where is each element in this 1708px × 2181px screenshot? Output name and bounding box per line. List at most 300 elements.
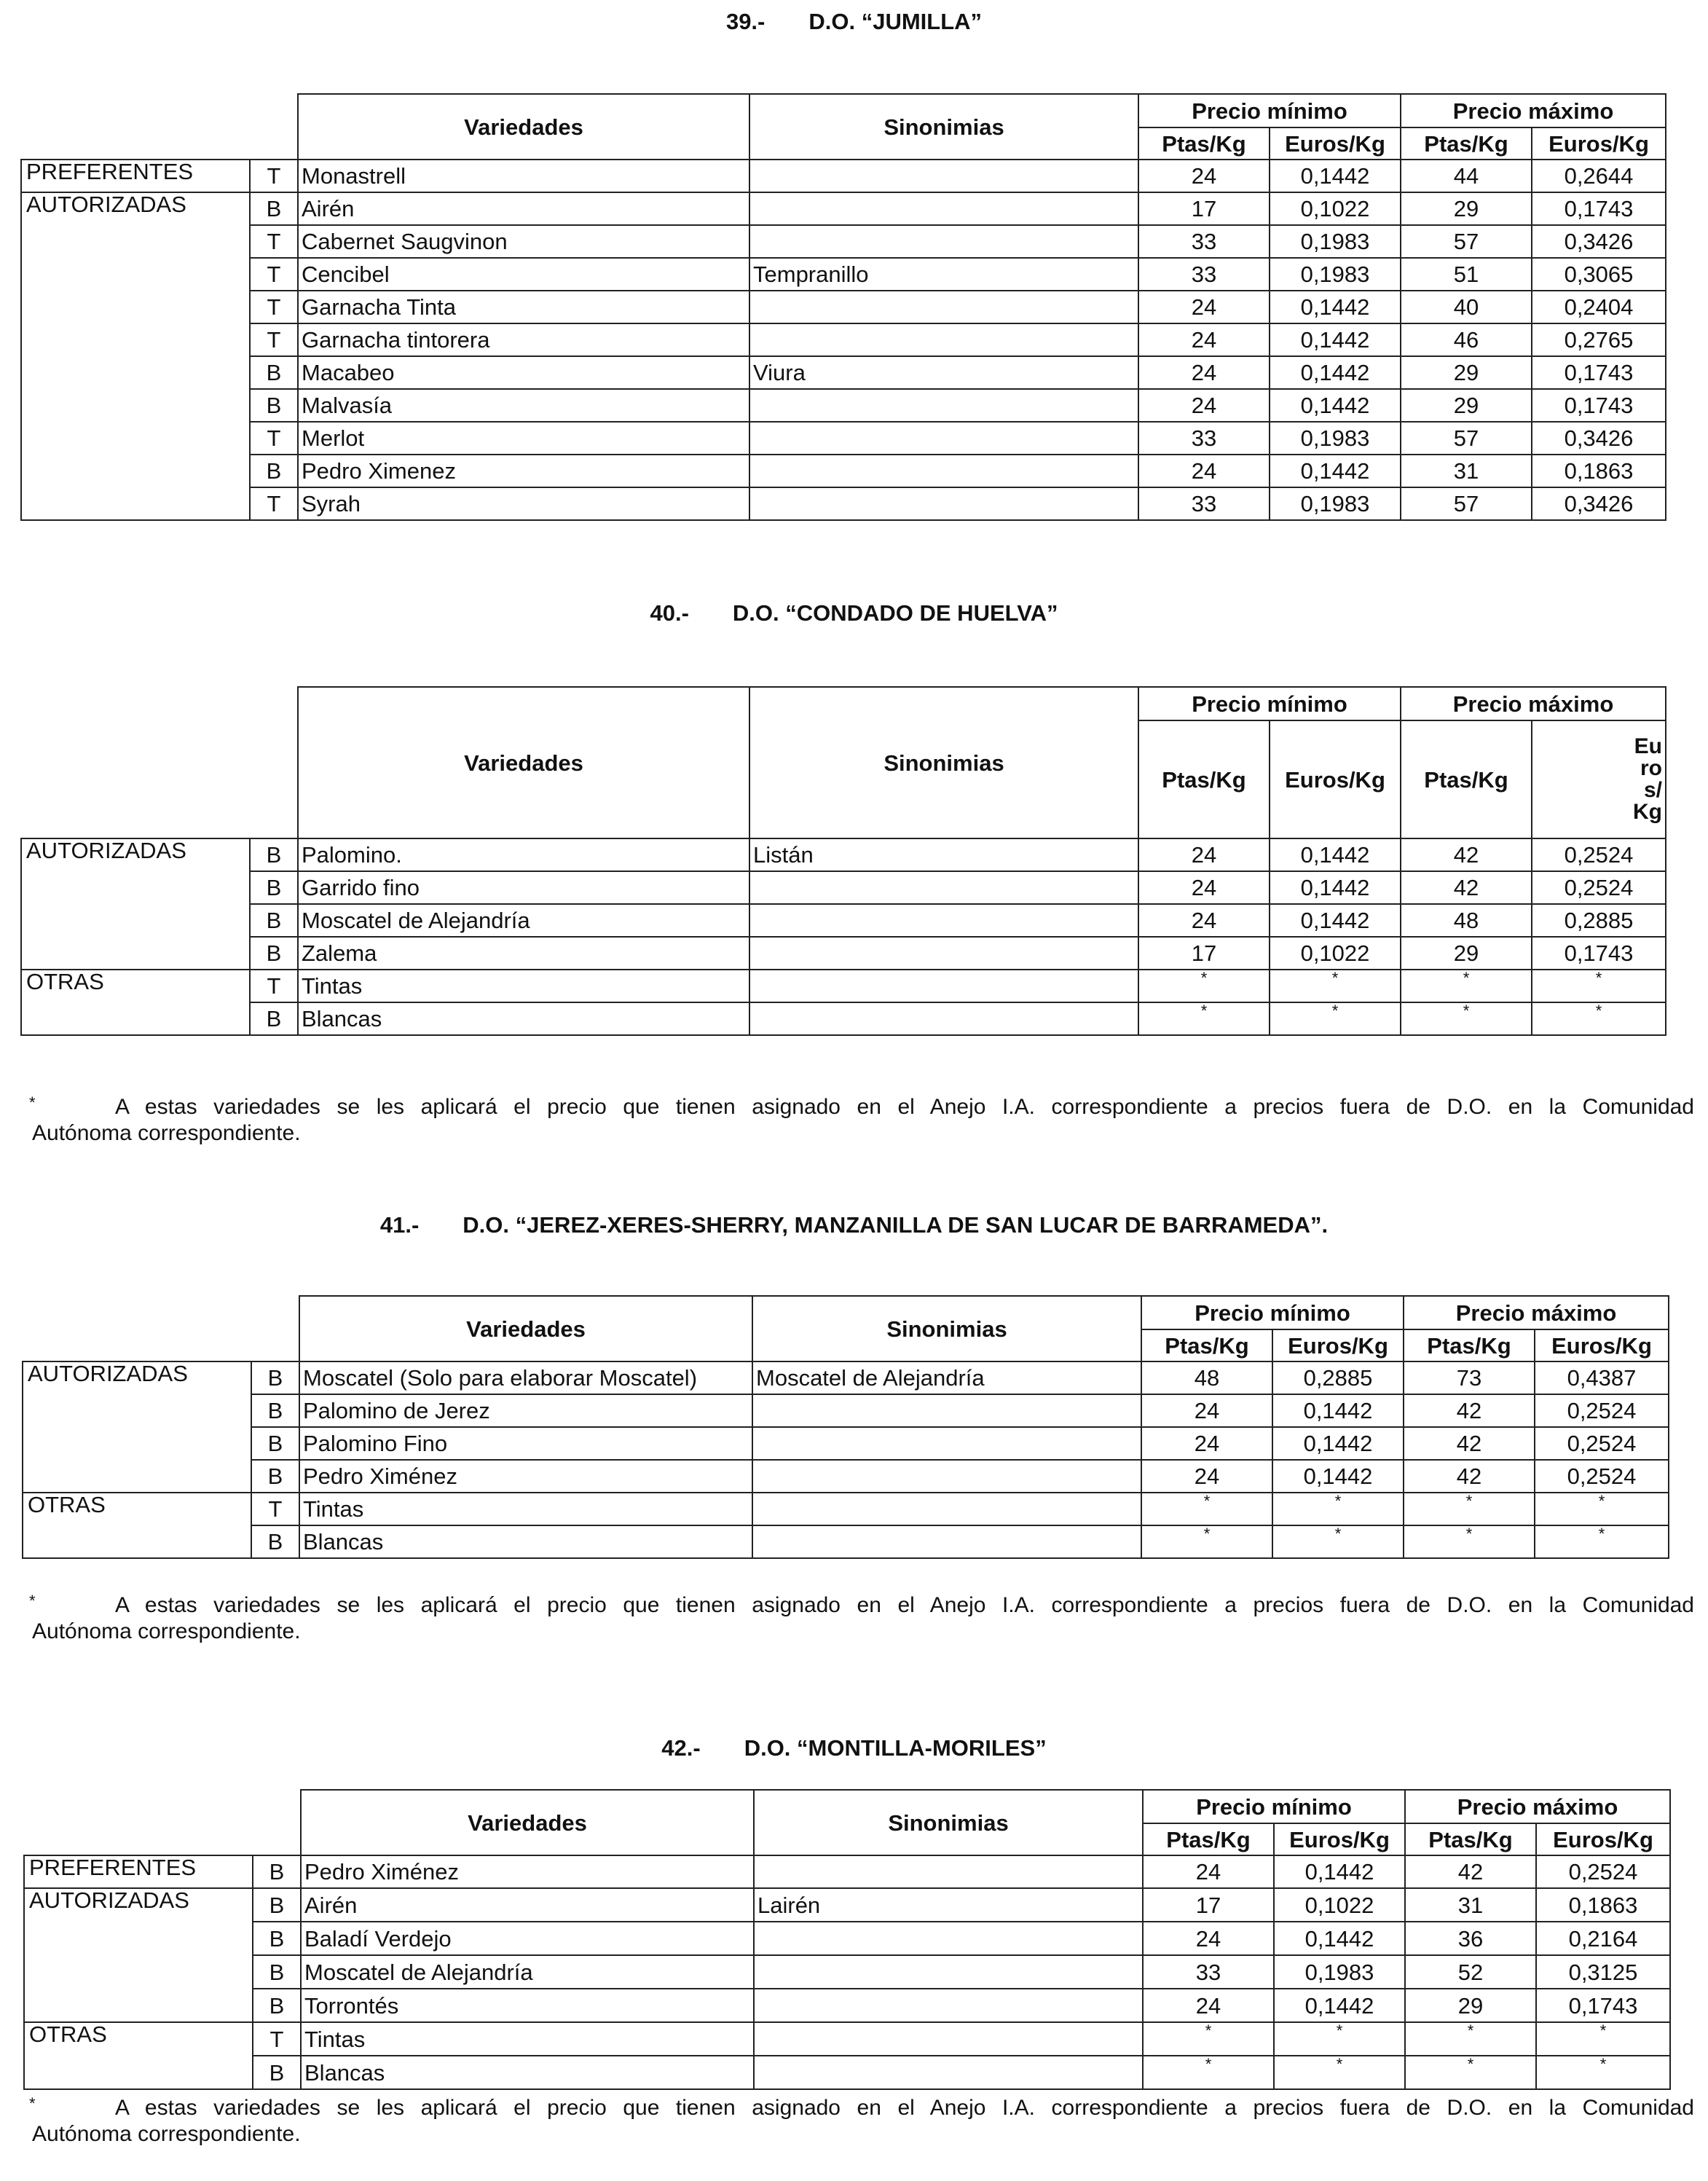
- variedad-cell: Palomino de Jerez: [299, 1394, 752, 1427]
- header-max-euros: Euros/Kg: [1532, 127, 1666, 160]
- table-row: [21, 225, 1666, 258]
- max-eur-cell: *: [1535, 1493, 1669, 1525]
- max-eur-cell: 0,1743: [1532, 192, 1666, 225]
- table-row: [21, 937, 1666, 970]
- max-ptas-cell: 48: [1401, 904, 1532, 937]
- min-eur-cell: 0,1442: [1272, 1427, 1404, 1460]
- max-ptas-cell: 42: [1405, 1855, 1536, 1888]
- sinonimia-cell: [752, 1394, 1141, 1427]
- min-ptas-cell: *: [1138, 1002, 1270, 1035]
- min-eur-cell: *: [1274, 2022, 1405, 2056]
- min-ptas-cell: *: [1143, 2022, 1274, 2056]
- variedad-cell: Moscatel (Solo para elaborar Moscatel): [299, 1361, 752, 1394]
- color-code: B: [253, 2056, 301, 2089]
- min-eur-cell: 0,1442: [1270, 356, 1401, 389]
- min-ptas-cell: 17: [1143, 1888, 1274, 1922]
- variedad-cell: Monastrell: [298, 160, 749, 192]
- section-40-table: [20, 686, 1666, 1036]
- sinonimia-cell: [754, 1989, 1143, 2022]
- min-eur-cell: *: [1272, 1525, 1404, 1558]
- wrapped-header-part: Kg: [1633, 800, 1662, 824]
- sinonimia-cell: Lairén: [754, 1888, 1143, 1922]
- min-ptas-cell: 33: [1143, 1955, 1274, 1989]
- color-code: T: [250, 422, 298, 455]
- header-sinonimias: Sinonimias: [749, 687, 1138, 838]
- table-row: [21, 487, 1666, 520]
- max-ptas-cell: 42: [1404, 1427, 1535, 1460]
- section-number: 40.-: [650, 600, 689, 626]
- max-ptas-cell: *: [1401, 1002, 1532, 1035]
- color-code: B: [251, 1394, 299, 1427]
- group-label: AUTORIZADAS: [21, 838, 250, 970]
- table-row: [23, 1361, 1669, 1394]
- max-ptas-cell: 42: [1401, 838, 1532, 871]
- table-row: [21, 455, 1666, 487]
- color-code: B: [253, 1888, 301, 1922]
- sinonimia-cell: [749, 904, 1138, 937]
- header-min-ptas: Ptas/Kg: [1143, 1823, 1274, 1855]
- table-row: [23, 1493, 1669, 1525]
- group-label: AUTORIZADAS: [23, 1361, 251, 1493]
- variedad-cell: Airén: [298, 192, 749, 225]
- sinonimia-cell: [754, 1855, 1143, 1888]
- color-code: T: [250, 160, 298, 192]
- table-row: [24, 1922, 1670, 1955]
- header-precio-minimo: Precio mínimo: [1143, 1790, 1405, 1823]
- header-precio-maximo: Precio máximo: [1405, 1790, 1670, 1823]
- min-ptas-cell: 24: [1138, 389, 1270, 422]
- section-39-table: [20, 93, 1666, 521]
- header-min-euros: Euros/Kg: [1270, 720, 1401, 838]
- section-41-title: [0, 1212, 1708, 1238]
- variedad-cell: Merlot: [298, 422, 749, 455]
- variedad-cell: Baladí Verdejo: [301, 1922, 754, 1955]
- header-precio-maximo: Precio máximo: [1401, 687, 1666, 720]
- table-row: [24, 1989, 1670, 2022]
- sinonimia-cell: [754, 2022, 1143, 2056]
- max-eur-cell: *: [1532, 970, 1666, 1002]
- footnote-line: A estas variedades se les aplicará el precio que tienen asignado en el Anejo I.A. correspondiente a precios fuera de D.O. en la Comunidad: [115, 2096, 1694, 2120]
- sinonimia-cell: Viura: [749, 356, 1138, 389]
- max-eur-cell: 0,1863: [1532, 455, 1666, 487]
- color-code: T: [250, 258, 298, 291]
- section-42-title: [0, 1735, 1708, 1761]
- section-heading: D.O. “JEREZ-XERES-SHERRY, MANZANILLA DE SAN LUCAR DE BARRAMEDA”.: [463, 1212, 1329, 1238]
- min-ptas-cell: *: [1138, 970, 1270, 1002]
- variedad-cell: Tintas: [299, 1493, 752, 1525]
- min-eur-cell: 0,1442: [1274, 1989, 1405, 2022]
- header-min-ptas: Ptas/Kg: [1138, 720, 1270, 838]
- header-sinonimias: Sinonimias: [752, 1296, 1141, 1361]
- max-ptas-cell: *: [1404, 1525, 1535, 1558]
- color-code: B: [251, 1460, 299, 1493]
- table-row: [24, 1855, 1670, 1888]
- header-variedades: Variedades: [298, 687, 749, 838]
- header-variedades: Variedades: [301, 1790, 754, 1855]
- max-eur-cell: *: [1535, 1525, 1669, 1558]
- sinonimia-cell: [749, 192, 1138, 225]
- min-eur-cell: 0,1442: [1272, 1394, 1404, 1427]
- min-eur-cell: 0,1442: [1274, 1922, 1405, 1955]
- variedad-cell: Tintas: [298, 970, 749, 1002]
- max-ptas-cell: 36: [1405, 1922, 1536, 1955]
- group-label: AUTORIZADAS: [21, 192, 250, 520]
- max-ptas-cell: 29: [1401, 192, 1532, 225]
- sinonimia-cell: [749, 871, 1138, 904]
- variedad-cell: Cencibel: [298, 258, 749, 291]
- min-eur-cell: 0,1022: [1274, 1888, 1405, 1922]
- table-row: [24, 2022, 1670, 2056]
- table-row: [21, 389, 1666, 422]
- header-sinonimias: Sinonimias: [749, 94, 1138, 160]
- min-ptas-cell: 24: [1138, 356, 1270, 389]
- sinonimia-cell: [749, 937, 1138, 970]
- group-label: PREFERENTES: [24, 1855, 253, 1888]
- color-code: B: [250, 838, 298, 871]
- color-code: B: [250, 871, 298, 904]
- sinonimia-cell: [749, 970, 1138, 1002]
- header-sinonimias: Sinonimias: [754, 1790, 1143, 1855]
- table-row: [21, 422, 1666, 455]
- max-eur-cell: 0,2644: [1532, 160, 1666, 192]
- header-max-ptas: Ptas/Kg: [1404, 1329, 1535, 1361]
- max-ptas-cell: 29: [1405, 1989, 1536, 2022]
- header-min-euros: Euros/Kg: [1270, 127, 1401, 160]
- variedad-cell: Cabernet Saugvinon: [298, 225, 749, 258]
- wrapped-header-part: ro: [1640, 756, 1662, 780]
- sinonimia-cell: Moscatel de Alejandría: [752, 1361, 1141, 1394]
- min-ptas-cell: 24: [1141, 1427, 1272, 1460]
- header-max-euros-wrapped: [1532, 720, 1666, 838]
- section-40-title: [0, 600, 1708, 626]
- header-max-euros: Euros/Kg: [1536, 1823, 1670, 1855]
- min-ptas-cell: 24: [1143, 1922, 1274, 1955]
- max-ptas-cell: 31: [1405, 1888, 1536, 1922]
- color-code: T: [251, 1493, 299, 1525]
- color-code: T: [250, 970, 298, 1002]
- color-code: B: [253, 1955, 301, 1989]
- max-ptas-cell: 51: [1401, 258, 1532, 291]
- header-precio-minimo: Precio mínimo: [1138, 94, 1401, 127]
- max-ptas-cell: 29: [1401, 389, 1532, 422]
- min-eur-cell: 0,1983: [1274, 1955, 1405, 1989]
- header-max-euros: Euros/Kg: [1535, 1329, 1669, 1361]
- header-variedades: Variedades: [298, 94, 749, 160]
- max-ptas-cell: 57: [1401, 487, 1532, 520]
- min-eur-cell: *: [1270, 970, 1401, 1002]
- min-eur-cell: 0,1983: [1270, 422, 1401, 455]
- table-row: [21, 904, 1666, 937]
- min-eur-cell: 0,1442: [1272, 1460, 1404, 1493]
- max-ptas-cell: *: [1405, 2022, 1536, 2056]
- color-code: T: [250, 323, 298, 356]
- max-ptas-cell: 42: [1404, 1394, 1535, 1427]
- variedad-cell: Tintas: [301, 2022, 754, 2056]
- sinonimia-cell: Listán: [749, 838, 1138, 871]
- section-42-footnote: [26, 2095, 1694, 2147]
- min-eur-cell: 0,2885: [1272, 1361, 1404, 1394]
- min-ptas-cell: 17: [1138, 937, 1270, 970]
- variedad-cell: Airén: [301, 1888, 754, 1922]
- header-precio-maximo: Precio máximo: [1401, 94, 1666, 127]
- sinonimia-cell: [749, 291, 1138, 323]
- sinonimia-cell: [749, 422, 1138, 455]
- color-code: B: [250, 1002, 298, 1035]
- variedad-cell: Pedro Ximenez: [298, 455, 749, 487]
- max-eur-cell: *: [1536, 2022, 1670, 2056]
- max-eur-cell: 0,1743: [1532, 389, 1666, 422]
- min-ptas-cell: 33: [1138, 422, 1270, 455]
- sinonimia-cell: [749, 160, 1138, 192]
- min-eur-cell: 0,1442: [1270, 455, 1401, 487]
- max-ptas-cell: 42: [1404, 1460, 1535, 1493]
- max-eur-cell: *: [1532, 1002, 1666, 1035]
- footnote-line: Autónoma correspondiente.: [32, 2122, 301, 2146]
- max-eur-cell: 0,2765: [1532, 323, 1666, 356]
- sinonimia-cell: [754, 2056, 1143, 2089]
- variedad-cell: Palomino.: [298, 838, 749, 871]
- max-ptas-cell: 44: [1401, 160, 1532, 192]
- max-eur-cell: 0,1743: [1532, 937, 1666, 970]
- variedad-cell: Syrah: [298, 487, 749, 520]
- table-row: [21, 160, 1666, 192]
- min-ptas-cell: 24: [1138, 323, 1270, 356]
- header-precio-minimo: Precio mínimo: [1141, 1296, 1404, 1329]
- color-code: B: [251, 1525, 299, 1558]
- table-row: [21, 970, 1666, 1002]
- min-ptas-cell: 24: [1138, 291, 1270, 323]
- variedad-cell: Garnacha Tinta: [298, 291, 749, 323]
- min-ptas-cell: 24: [1141, 1394, 1272, 1427]
- max-ptas-cell: 57: [1401, 422, 1532, 455]
- max-ptas-cell: 31: [1401, 455, 1532, 487]
- color-code: T: [253, 2022, 301, 2056]
- header-precio-maximo: Precio máximo: [1404, 1296, 1669, 1329]
- section-40-footnote: [26, 1094, 1694, 1147]
- table-row: [24, 2056, 1670, 2089]
- min-ptas-cell: 24: [1138, 871, 1270, 904]
- group-label: PREFERENTES: [21, 160, 250, 192]
- section-41-table: [22, 1295, 1669, 1559]
- table-row: [21, 1002, 1666, 1035]
- max-eur-cell: 0,3426: [1532, 422, 1666, 455]
- color-code: T: [250, 225, 298, 258]
- min-ptas-cell: 24: [1138, 455, 1270, 487]
- header-min-ptas: Ptas/Kg: [1138, 127, 1270, 160]
- variedad-cell: Pedro Ximénez: [299, 1460, 752, 1493]
- header-precio-minimo: Precio mínimo: [1138, 687, 1401, 720]
- variedad-cell: Garrido fino: [298, 871, 749, 904]
- min-eur-cell: *: [1274, 2056, 1405, 2089]
- max-eur-cell: 0,2164: [1536, 1922, 1670, 1955]
- footnote-line: A estas variedades se les aplicará el precio que tienen asignado en el Anejo I.A. correspondiente a precios fuera de D.O. en la Comunidad: [115, 1095, 1694, 1119]
- max-eur-cell: 0,3065: [1532, 258, 1666, 291]
- variedad-cell: Moscatel de Alejandría: [301, 1955, 754, 1989]
- group-label: OTRAS: [23, 1493, 251, 1558]
- footnote-asterisk: *: [29, 1592, 36, 1610]
- color-code: B: [250, 904, 298, 937]
- max-ptas-cell: 46: [1401, 323, 1532, 356]
- min-eur-cell: 0,1442: [1270, 904, 1401, 937]
- table-row: [21, 323, 1666, 356]
- color-code: B: [250, 356, 298, 389]
- max-ptas-cell: 52: [1405, 1955, 1536, 1989]
- min-ptas-cell: 48: [1141, 1361, 1272, 1394]
- section-number: 41.-: [379, 1212, 420, 1238]
- max-eur-cell: 0,1863: [1536, 1888, 1670, 1922]
- min-ptas-cell: 24: [1138, 160, 1270, 192]
- sinonimia-cell: [752, 1493, 1141, 1525]
- max-ptas-cell: 29: [1401, 356, 1532, 389]
- min-eur-cell: 0,1022: [1270, 937, 1401, 970]
- header-min-ptas: Ptas/Kg: [1141, 1329, 1272, 1361]
- section-number: 42.-: [661, 1735, 701, 1761]
- wrapped-header-part: Eu: [1634, 734, 1662, 758]
- sinonimia-cell: [754, 1922, 1143, 1955]
- group-label: OTRAS: [24, 2022, 253, 2089]
- max-eur-cell: 0,4387: [1535, 1361, 1669, 1394]
- group-label: AUTORIZADAS: [24, 1888, 253, 2022]
- sinonimia-cell: [752, 1525, 1141, 1558]
- max-eur-cell: 0,2524: [1535, 1460, 1669, 1493]
- min-eur-cell: 0,1442: [1270, 291, 1401, 323]
- min-eur-cell: *: [1270, 1002, 1401, 1035]
- group-label: OTRAS: [21, 970, 250, 1035]
- max-eur-cell: 0,2404: [1532, 291, 1666, 323]
- section-39-title: [0, 9, 1708, 35]
- header-variedades: Variedades: [299, 1296, 752, 1361]
- min-eur-cell: 0,1442: [1270, 160, 1401, 192]
- sinonimia-cell: Tempranillo: [749, 258, 1138, 291]
- color-code: B: [251, 1427, 299, 1460]
- color-code: B: [251, 1361, 299, 1394]
- max-eur-cell: 0,2524: [1532, 871, 1666, 904]
- section-42-table: [23, 1789, 1671, 2090]
- variedad-cell: Malvasía: [298, 389, 749, 422]
- table-row: [21, 356, 1666, 389]
- max-ptas-cell: 42: [1401, 871, 1532, 904]
- variedad-cell: Garnacha tintorera: [298, 323, 749, 356]
- color-code: B: [253, 1855, 301, 1888]
- max-ptas-cell: 40: [1401, 291, 1532, 323]
- max-eur-cell: 0,3426: [1532, 225, 1666, 258]
- min-eur-cell: 0,1983: [1270, 258, 1401, 291]
- max-eur-cell: 0,1743: [1536, 1989, 1670, 2022]
- max-eur-cell: 0,2885: [1532, 904, 1666, 937]
- variedad-cell: Moscatel de Alejandría: [298, 904, 749, 937]
- table-row: [23, 1394, 1669, 1427]
- header-min-euros: Euros/Kg: [1274, 1823, 1405, 1855]
- min-eur-cell: 0,1442: [1270, 389, 1401, 422]
- variedad-cell: Macabeo: [298, 356, 749, 389]
- max-eur-cell: *: [1536, 2056, 1670, 2089]
- header-min-euros: Euros/Kg: [1272, 1329, 1404, 1361]
- sinonimia-cell: [749, 225, 1138, 258]
- sinonimia-cell: [749, 1002, 1138, 1035]
- min-ptas-cell: 33: [1138, 258, 1270, 291]
- variedad-cell: Palomino Fino: [299, 1427, 752, 1460]
- table-row: [21, 258, 1666, 291]
- section-heading: D.O. “MONTILLA-MORILES”: [744, 1735, 1047, 1761]
- color-code: B: [250, 455, 298, 487]
- footnote-asterisk: *: [29, 2094, 36, 2113]
- color-code: T: [250, 291, 298, 323]
- max-ptas-cell: 57: [1401, 225, 1532, 258]
- min-eur-cell: 0,1442: [1270, 838, 1401, 871]
- min-ptas-cell: 17: [1138, 192, 1270, 225]
- footnote-asterisk: *: [29, 1093, 36, 1112]
- max-eur-cell: 0,1743: [1532, 356, 1666, 389]
- max-ptas-cell: *: [1404, 1493, 1535, 1525]
- variedad-cell: Blancas: [299, 1525, 752, 1558]
- table-row: [21, 291, 1666, 323]
- sinonimia-cell: [749, 389, 1138, 422]
- color-code: B: [250, 192, 298, 225]
- min-ptas-cell: 24: [1143, 1855, 1274, 1888]
- color-code: B: [250, 389, 298, 422]
- min-ptas-cell: 24: [1143, 1989, 1274, 2022]
- max-eur-cell: 0,3426: [1532, 487, 1666, 520]
- sinonimia-cell: [749, 487, 1138, 520]
- header-max-ptas: Ptas/Kg: [1401, 720, 1532, 838]
- footnote-line: Autónoma correspondiente.: [32, 1619, 301, 1643]
- min-eur-cell: 0,1983: [1270, 225, 1401, 258]
- min-eur-cell: 0,1983: [1270, 487, 1401, 520]
- table-row: [23, 1427, 1669, 1460]
- max-ptas-cell: 29: [1401, 937, 1532, 970]
- max-ptas-cell: *: [1405, 2056, 1536, 2089]
- header-max-ptas: Ptas/Kg: [1405, 1823, 1536, 1855]
- max-eur-cell: 0,2524: [1535, 1427, 1669, 1460]
- min-ptas-cell: 24: [1138, 904, 1270, 937]
- section-41-footnote: [26, 1592, 1694, 1645]
- table-row: [23, 1525, 1669, 1558]
- min-ptas-cell: *: [1143, 2056, 1274, 2089]
- min-ptas-cell: 24: [1141, 1460, 1272, 1493]
- min-eur-cell: 0,1022: [1270, 192, 1401, 225]
- max-eur-cell: 0,2524: [1536, 1855, 1670, 1888]
- footnote-line: A estas variedades se les aplicará el precio que tienen asignado en el Anejo I.A. correspondiente a precios fuera de D.O. en la Comunidad: [115, 1593, 1694, 1617]
- variedad-cell: Blancas: [298, 1002, 749, 1035]
- variedad-cell: Zalema: [298, 937, 749, 970]
- sinonimia-cell: [749, 455, 1138, 487]
- variedad-cell: Blancas: [301, 2056, 754, 2089]
- table-row: [24, 1888, 1670, 1922]
- max-eur-cell: 0,2524: [1532, 838, 1666, 871]
- section-heading: D.O. “CONDADO DE HUELVA”: [732, 600, 1058, 626]
- sinonimia-cell: [752, 1427, 1141, 1460]
- section-number: 39.-: [725, 9, 766, 34]
- min-ptas-cell: 33: [1138, 225, 1270, 258]
- header-max-ptas: Ptas/Kg: [1401, 127, 1532, 160]
- min-ptas-cell: *: [1141, 1493, 1272, 1525]
- variedad-cell: Torrontés: [301, 1989, 754, 2022]
- sinonimia-cell: [749, 323, 1138, 356]
- max-eur-cell: 0,3125: [1536, 1955, 1670, 1989]
- min-eur-cell: 0,1442: [1270, 871, 1401, 904]
- table-row: [21, 192, 1666, 225]
- min-ptas-cell: 33: [1138, 487, 1270, 520]
- table-row: [21, 871, 1666, 904]
- max-ptas-cell: 73: [1404, 1361, 1535, 1394]
- table-row: [24, 1955, 1670, 1989]
- footnote-line: Autónoma correspondiente.: [32, 1121, 301, 1145]
- sinonimia-cell: [754, 1955, 1143, 1989]
- color-code: B: [253, 1922, 301, 1955]
- sinonimia-cell: [752, 1460, 1141, 1493]
- min-ptas-cell: 24: [1138, 838, 1270, 871]
- min-eur-cell: 0,1442: [1270, 323, 1401, 356]
